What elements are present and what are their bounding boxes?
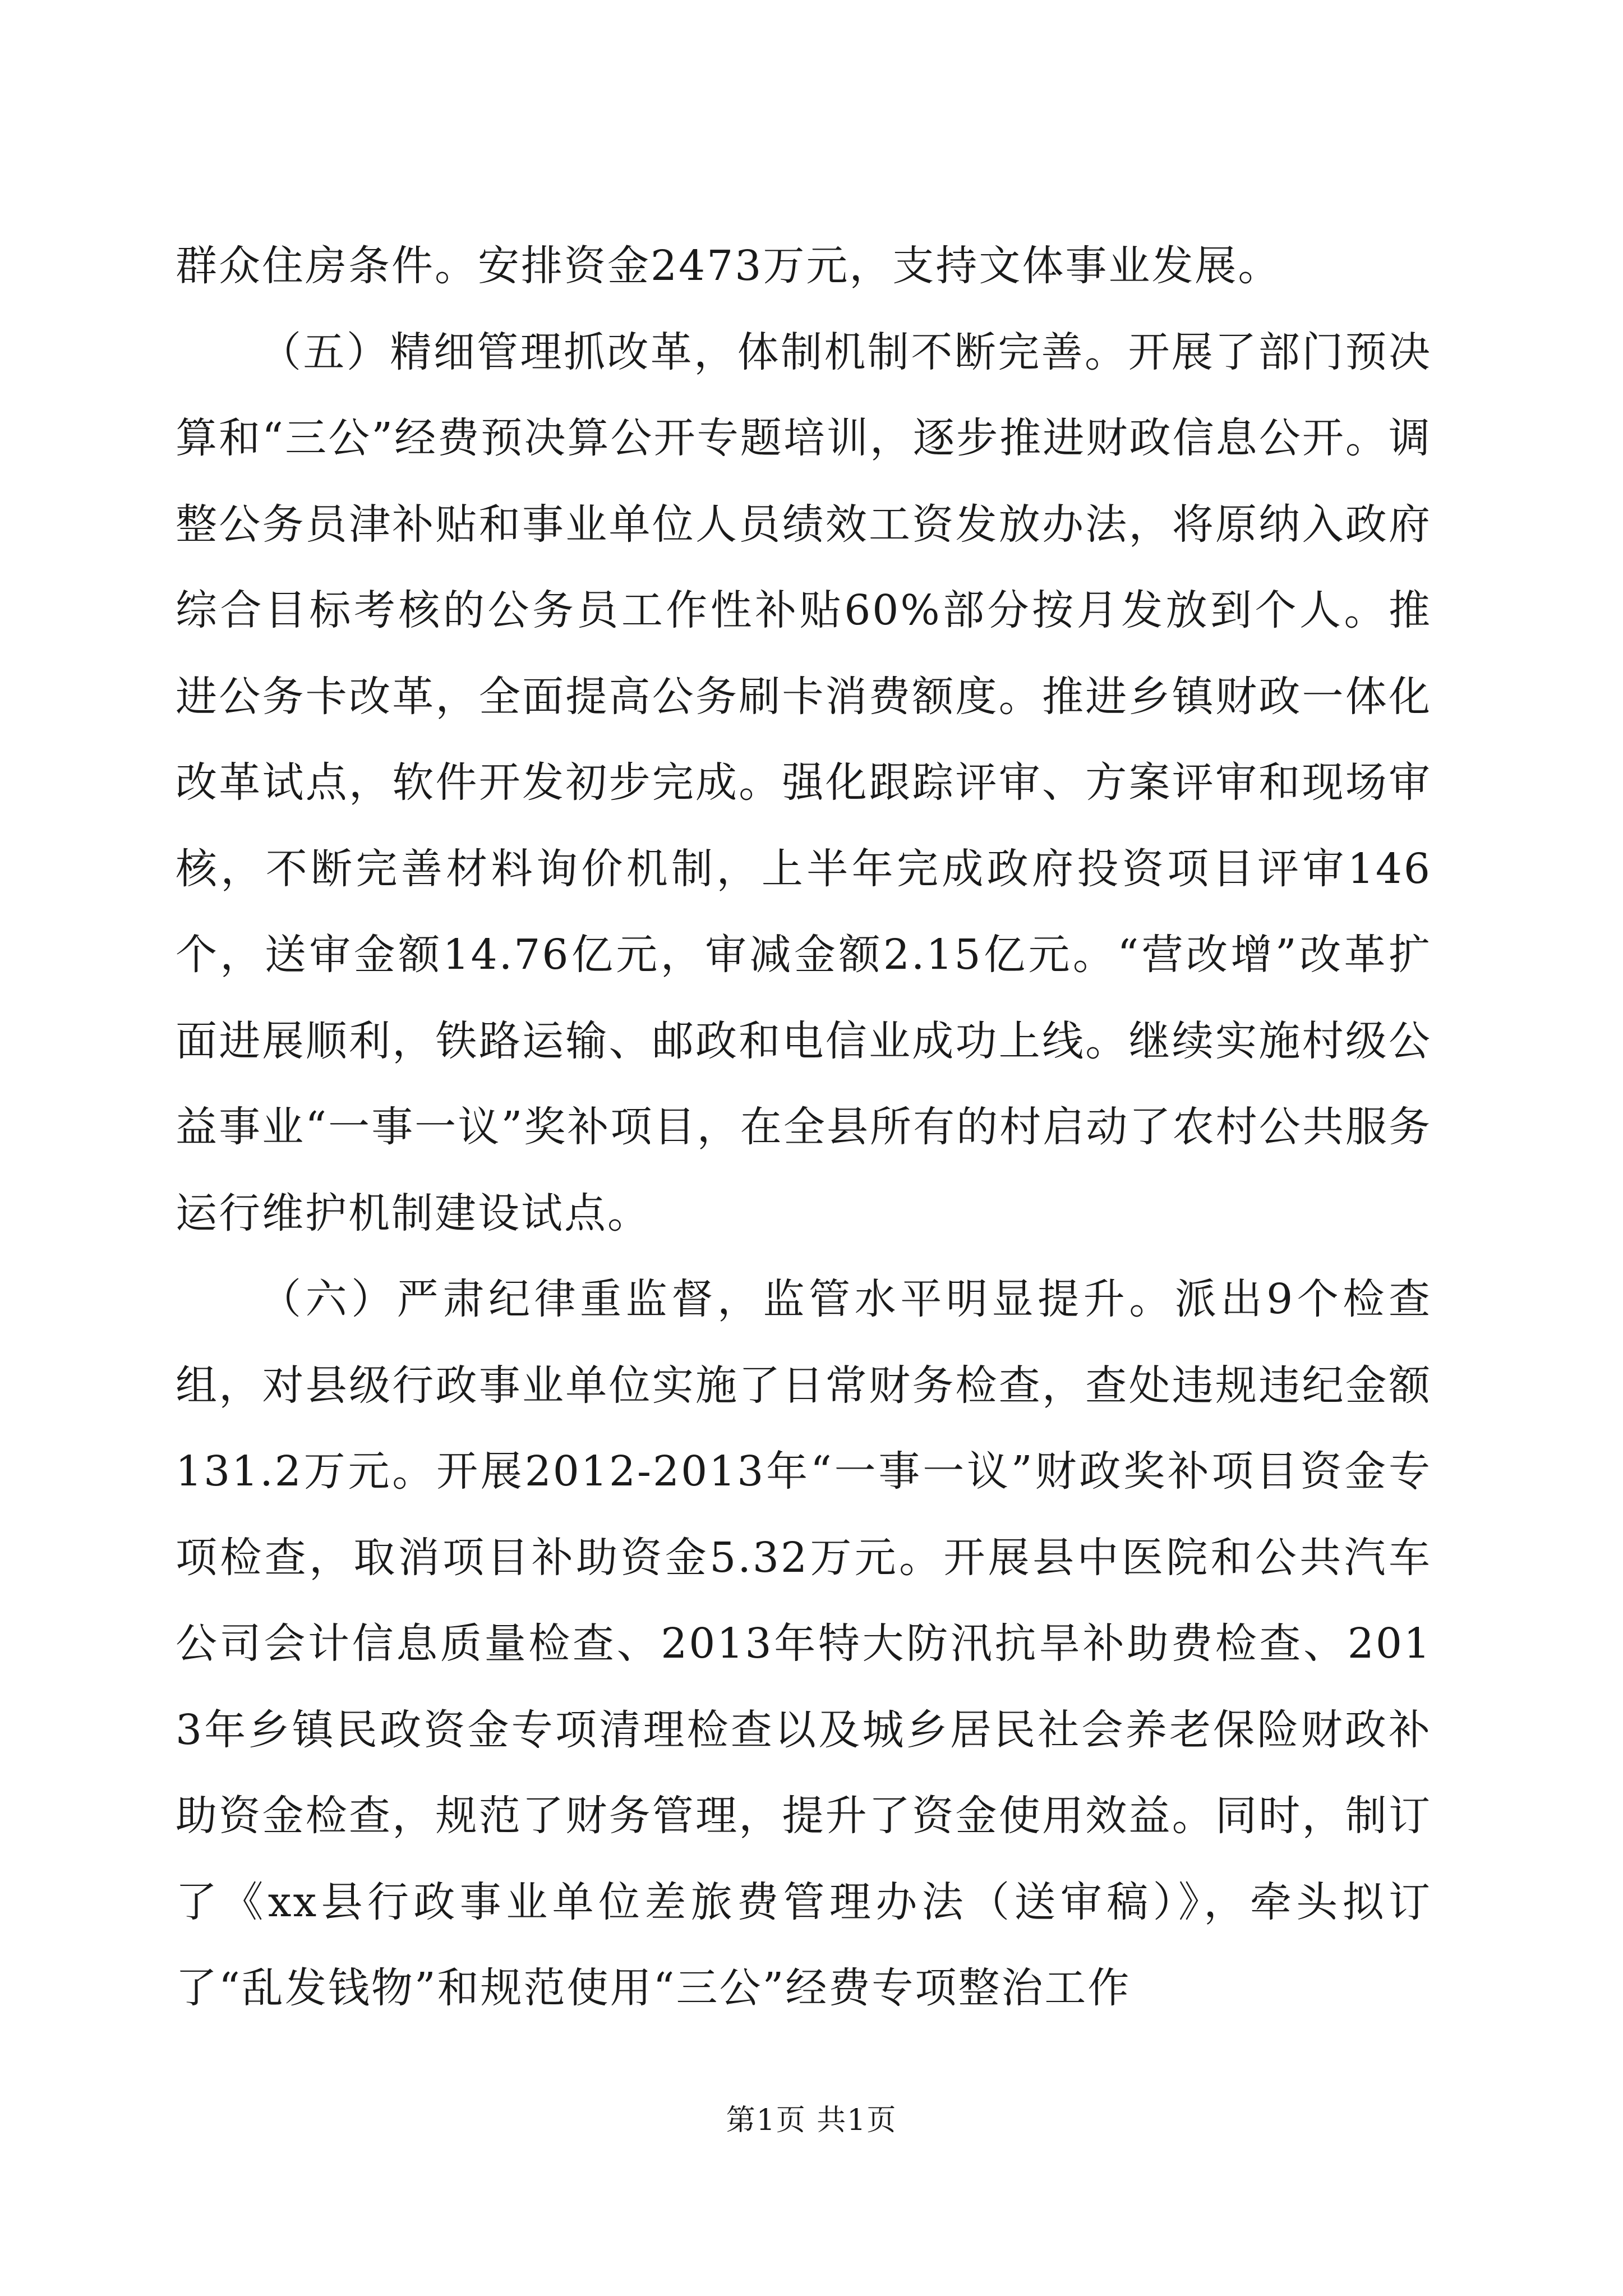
paragraph-supervision: （六）严肃纪律重监督，监管水平明显提升。派出9个检查组，对县级行政事业单位实施了日常财务检查，查处违规违纪金额131.2万元。开展2012-2013年“一事一议”财政奖补项目资金专项检查，取消项目补助资金5.32万元。开展县中医院和公共汽车公司会计信息质量检查、2013年特大防汛抗旱补助费检查、2013年乡镇民政资金专项清理检查以及城乡居民社会养老保险财政补助资金检查，规范了财务管理，提升了资金使用效益。同时，制订了《xx县行政事业单位差旅费管理办法（送审稿）》，牵头拟订了“乱发钱物”和规范使用“三公”经费专项整治工作 [176,1275,1432,2012]
paragraph-reform: （五）精细管理抓改革，体制机制不断完善。开展了部门预决算和“三公”经费预决算公开专题培训，逐步推进财政信息公开。调整公务员津补贴和事业单位人员绩效工资发放办法，将原纳入政府综合目标考核的公务员工作性补贴60%部分按月发放到个人。推进公务卡改革，全面提高公务刷卡消费额度。推进乡镇财政一体化改革试点，软件开发初步完成。强化跟踪评审、方案评审和现场审核，不断完善材料询价机制，上半年完成政府投资项目评审146个，送审金额14.76亿元，审减金额2.15亿元。“营改增”改革扩面进展顺利，铁路运输、邮政和电信业成功上线。继续实施村级公益事业“一事一议”奖补项目，在全县所有的村启动了农村公共服务运行维护机制建设试点。 [176,328,1432,1237]
page-number-footer: 第1页 共1页 [726,2104,897,2137]
paragraph-housing: 群众住房条件。安排资金2473万元，支持文体事业发展。 [176,242,1281,290]
document-body [176,223,1432,2032]
